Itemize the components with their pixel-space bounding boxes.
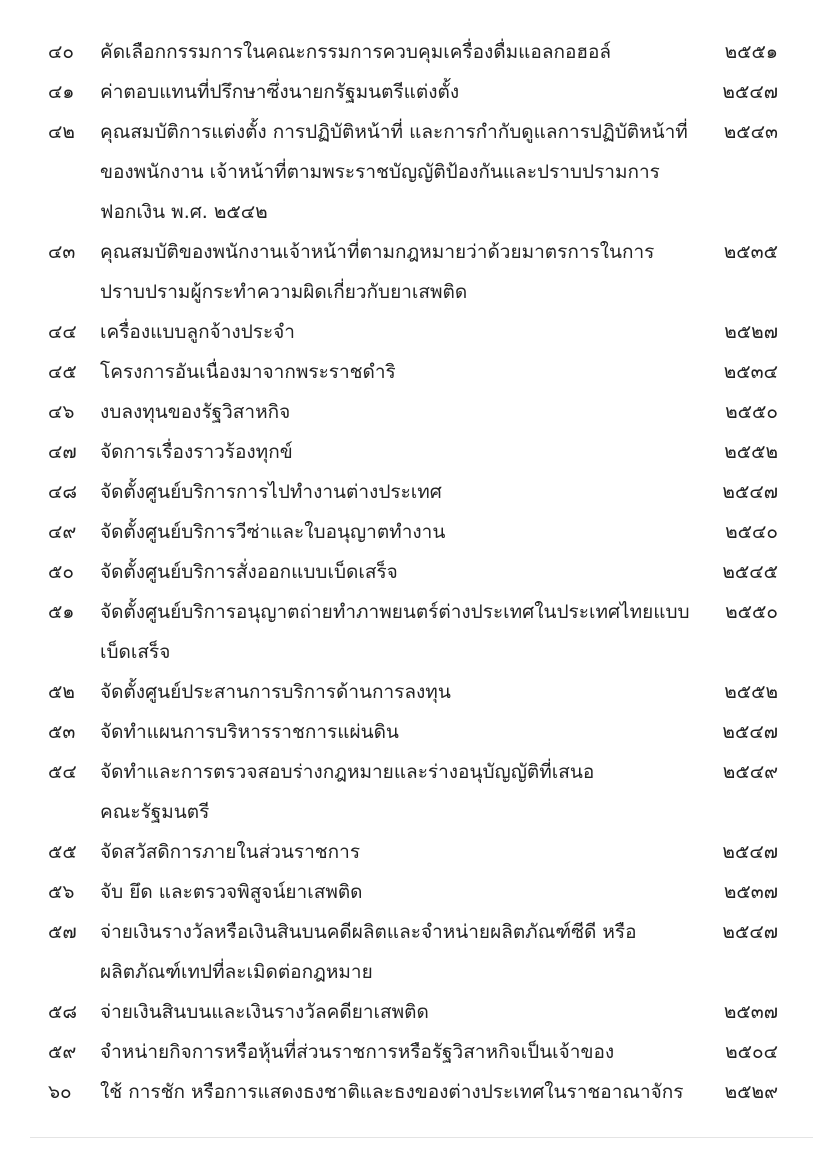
list-item xyxy=(0,392,813,432)
item-title-line: จัดตั้งศูนย์บริการอนุญาตถ่ายทำภาพยนตร์ต่างประเทศในประเทศไทยแบบ xyxy=(100,601,690,623)
item-title xyxy=(100,352,700,392)
item-title xyxy=(100,552,700,592)
item-number: ๕๑ xyxy=(48,601,75,623)
item-number: ๕๗ xyxy=(48,921,77,943)
item-number: ๔๕ xyxy=(48,361,77,383)
list-item xyxy=(0,1072,813,1112)
item-title-line: เครื่องแบบลูกจ้างประจำ xyxy=(100,321,295,343)
item-number: ๕๐ xyxy=(48,561,74,583)
item-number: ๕๓ xyxy=(48,721,76,743)
list-item xyxy=(0,352,813,392)
list-item xyxy=(0,912,813,992)
item-year: ๒๕๐๔ xyxy=(725,1041,778,1063)
item-year: ๒๕๔๗ xyxy=(722,81,778,103)
item-year: ๒๕๔๕ xyxy=(722,561,778,583)
item-number: ๔๒ xyxy=(48,121,75,143)
item-title xyxy=(100,592,700,672)
item-title-line: คณะรัฐมนตรี xyxy=(100,801,210,823)
item-title xyxy=(100,712,700,752)
list-item xyxy=(0,112,813,232)
item-title xyxy=(100,472,700,512)
item-title-line: คัดเลือกกรรมการในคณะกรรมการควบคุมเครื่องดื่มแอลกอฮอล์ xyxy=(100,41,612,63)
item-title-line: จ่ายเงินสินบนและเงินรางวัลคดียาเสพติด xyxy=(100,1001,429,1023)
item-title-line: เบ็ดเสร็จ xyxy=(100,641,171,663)
item-year: ๒๕๓๔ xyxy=(723,361,778,383)
item-year: ๒๕๒๙ xyxy=(724,1081,778,1103)
item-title xyxy=(100,432,700,472)
regulation-list xyxy=(0,32,813,1112)
item-number: ๔๓ xyxy=(48,241,76,263)
item-year: ๒๕๓๕ xyxy=(723,241,778,263)
item-title-line: ปราบปรามผู้กระทำความผิดเกี่ยวกับยาเสพติด xyxy=(100,281,468,303)
item-title-line: จ่ายเงินรางวัลหรือเงินสินบนคดีผลิตและจำหน่ายผลิตภัณฑ์ซีดี หรือ xyxy=(100,921,637,943)
list-item xyxy=(0,1032,813,1072)
list-item xyxy=(0,752,813,832)
list-item xyxy=(0,992,813,1032)
item-title xyxy=(100,832,700,872)
item-number: ๕๖ xyxy=(48,881,75,903)
item-title-line: ใช้ การชัก หรือการแสดงธงชาติและธงของต่างประเทศในราชอาณาจักร xyxy=(100,1081,684,1103)
list-item xyxy=(0,552,813,592)
item-title-line: จัดทำแผนการบริหารราชการแผ่นดิน xyxy=(100,721,399,743)
list-item xyxy=(0,312,813,352)
item-year: ๒๕๕๑ xyxy=(724,41,778,63)
item-year: ๒๕๕๐ xyxy=(725,601,778,623)
item-title xyxy=(100,72,700,112)
item-year: ๒๕๔๐ xyxy=(725,521,778,543)
divider xyxy=(30,1137,813,1138)
item-title xyxy=(100,312,700,352)
item-year: ๒๕๔๗ xyxy=(722,481,778,503)
item-title-line: จัดตั้งศูนย์ประสานการบริการด้านการลงทุน xyxy=(100,681,451,703)
list-item xyxy=(0,232,813,312)
item-number: ๔๑ xyxy=(48,81,75,103)
list-item xyxy=(0,432,813,472)
item-year: ๒๕๕๐ xyxy=(725,401,778,423)
item-number: ๔๖ xyxy=(48,401,75,423)
item-title-line: คุณสมบัติของพนักงานเจ้าหน้าที่ตามกฎหมายว่าด้วยมาตรการในการ xyxy=(100,241,655,263)
item-year: ๒๕๕๒ xyxy=(724,441,778,463)
list-item xyxy=(0,512,813,552)
item-number: ๔๔ xyxy=(48,321,77,343)
item-title-line: จัดทำและการตรวจสอบร่างกฎหมายและร่างอนุบัญญัติที่เสนอ xyxy=(100,761,595,783)
item-title xyxy=(100,392,700,432)
item-title xyxy=(100,112,700,232)
item-title xyxy=(100,1032,700,1072)
item-title-line: จัดตั้งศูนย์บริการวีซ่าและใบอนุญาตทำงาน xyxy=(100,521,446,543)
item-title-line: จัดการเรื่องราวร้องทุกข์ xyxy=(100,441,293,463)
item-title-line: งบลงทุนของรัฐวิสาหกิจ xyxy=(100,401,291,423)
item-year: ๒๕๓๗ xyxy=(723,881,778,903)
item-title-line: ค่าตอบแทนที่ปรึกษาซึ่งนายกรัฐมนตรีแต่งตั้ง xyxy=(100,81,460,103)
item-title-line: โครงการอันเนื่องมาจากพระราชดำริ xyxy=(100,361,396,383)
list-item xyxy=(0,32,813,72)
item-number: ๔๐ xyxy=(48,41,74,63)
item-title-line: จับ ยึด และตรวจพิสูจน์ยาเสพติด xyxy=(100,881,363,903)
item-title xyxy=(100,32,700,72)
list-item xyxy=(0,672,813,712)
item-title-line: ฟอกเงิน พ.ศ. ๒๕๔๒ xyxy=(100,201,268,223)
item-title-line: จำหน่ายกิจการหรือหุ้นที่ส่วนราชการหรือรัฐวิสาหกิจเป็นเจ้าของ xyxy=(100,1041,615,1063)
item-number: ๔๙ xyxy=(48,521,77,543)
item-title-line: จัดตั้งศูนย์บริการการไปทำงานต่างประเทศ xyxy=(100,481,442,503)
item-title-line: คุณสมบัติการแต่งตั้ง การปฏิบัติหน้าที่ และการกำกับดูแลการปฏิบัติหน้าที่ xyxy=(100,121,688,143)
item-number: ๔๗ xyxy=(48,441,77,463)
item-title xyxy=(100,512,700,552)
item-title xyxy=(100,232,700,312)
list-item xyxy=(0,472,813,512)
list-item xyxy=(0,872,813,912)
item-year: ๒๕๒๗ xyxy=(724,321,778,343)
item-number: ๕๘ xyxy=(48,1001,78,1023)
list-item xyxy=(0,832,813,872)
item-title xyxy=(100,992,700,1032)
item-year: ๒๕๔๗ xyxy=(722,721,778,743)
item-year: ๒๕๕๒ xyxy=(724,681,778,703)
item-title xyxy=(100,872,700,912)
item-year: ๒๕๔๗ xyxy=(722,921,778,943)
item-year: ๒๕๔๓ xyxy=(723,121,778,143)
item-title-line: ผลิตภัณฑ์เทปที่ละเมิดต่อกฎหมาย xyxy=(100,961,373,983)
list-item xyxy=(0,72,813,112)
list-item xyxy=(0,712,813,752)
item-title xyxy=(100,1072,700,1112)
item-number: ๕๙ xyxy=(48,1041,77,1063)
item-title-line: ของพนักงาน เจ้าหน้าที่ตามพระราชบัญญัติป้องกันและปราบปรามการ xyxy=(100,161,660,183)
item-title-line: จัดสวัสดิการภายในส่วนราชการ xyxy=(100,841,361,863)
item-title xyxy=(100,912,700,992)
item-title-line: จัดตั้งศูนย์บริการสั่งออกแบบเบ็ดเสร็จ xyxy=(100,561,398,583)
item-number: ๖๐ xyxy=(48,1081,72,1103)
item-year: ๒๕๔๙ xyxy=(722,761,778,783)
list-item xyxy=(0,592,813,672)
item-year: ๒๕๔๗ xyxy=(722,841,778,863)
item-number: ๕๔ xyxy=(48,761,77,783)
item-number: ๕๒ xyxy=(48,681,75,703)
item-number: ๔๘ xyxy=(48,481,78,503)
item-title xyxy=(100,672,700,712)
item-title xyxy=(100,752,700,832)
item-year: ๒๕๓๗ xyxy=(723,1001,778,1023)
item-number: ๕๕ xyxy=(48,841,77,863)
